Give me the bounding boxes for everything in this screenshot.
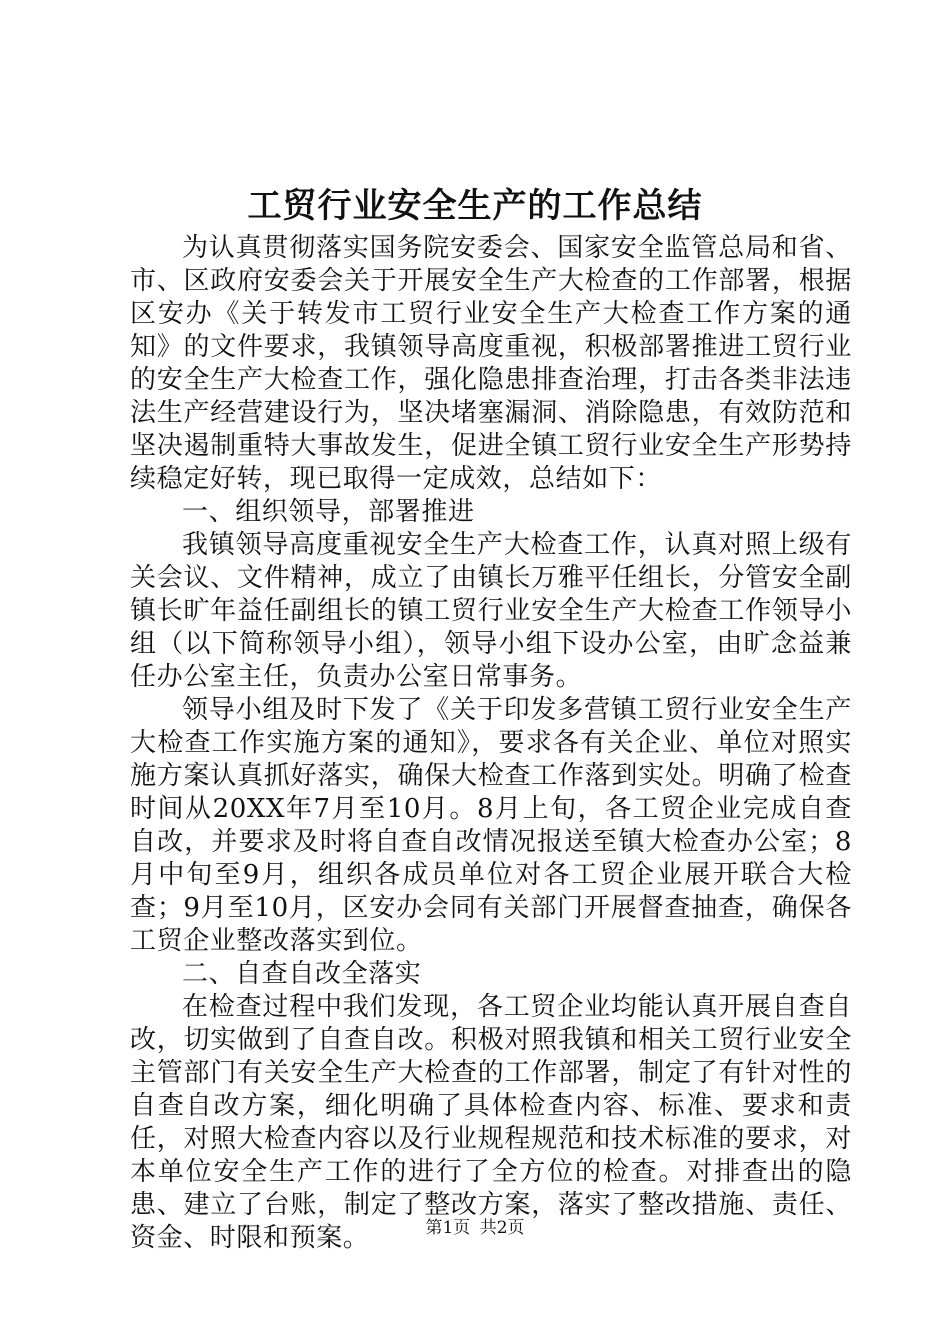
page-total: 共2页 <box>479 1218 525 1238</box>
intro-paragraph: 为认真贯彻落实国务院安委会、国家安全监管总局和省、市、区政府安委会关于开展安全生产大检查的工作部署，根据区安办《关于转发市工贸行业安全生产大检查工作方案的通知》的文件要求，我镇领导高度重视，积极部署推进工贸行业的安全生产大检查工作，强化隐患排查治理，打击各类非法违法生产经营建设行为，坚决堵塞漏洞、消除隐患，有效防范和坚决遏制重特大事故发生，促进全镇工贸行业安全生产形势持续稳定好转，现已取得一定成效，总结如下： <box>130 233 852 494</box>
body-paragraph: 领导小组及时下发了《关于印发多营镇工贸行业安全生产大检查工作实施方案的通知》，要求各有关企业、单位对照实施方案认真抓好落实，确保大检查工作落到实处。明确了检查时间从20XX年7月至10月。8月上旬，各工贸企业完成自查自改，并要求及时将自查自改情况报送至镇大检查办公室；8月中旬至9月，组织各成员单位对各工贸企业展开联合大检查；9月至10月，区安办会同有关部门开展督查抽查，确保各工贸企业整改落实到位。 <box>130 695 852 956</box>
body-paragraph: 在检查过程中我们发现，各工贸企业均能认真开展自查自改，切实做到了自查自改。积极对照我镇和相关工贸行业安全主管部门有关安全生产大检查的工作部署，制定了有针对性的自查自改方案，细化明确了具体检查内容、标准、要求和责任，对照大检查内容以及行业规程规范和技术标准的要求，对本单位安全生产工作的进行了全方位的检查。对排查出的隐患、建立了台账，制定了整改方案，落实了整改措施、责任、资金、时限和预案。 <box>130 992 852 1253</box>
section-heading-2: 二、自查自改全落实 <box>182 959 422 989</box>
document-title: 工贸行业安全生产的工作总结 <box>247 186 703 226</box>
document-body <box>130 232 852 1255</box>
section-heading-1: 一、组织领导，部署推进 <box>182 497 475 527</box>
body-paragraph: 我镇领导高度重视安全生产大检查工作，认真对照上级有关会议、文件精神，成立了由镇长万雅平任组长，分管安全副镇长旷年益任副组长的镇工贸行业安全生产大检查工作领导小组（以下简称领导小组），领导小组下设办公室，由旷念益兼任办公室主任，负责办公室日常事务。 <box>130 530 852 692</box>
page-footer <box>0 1216 950 1240</box>
page-number: 第1页 <box>425 1218 471 1238</box>
